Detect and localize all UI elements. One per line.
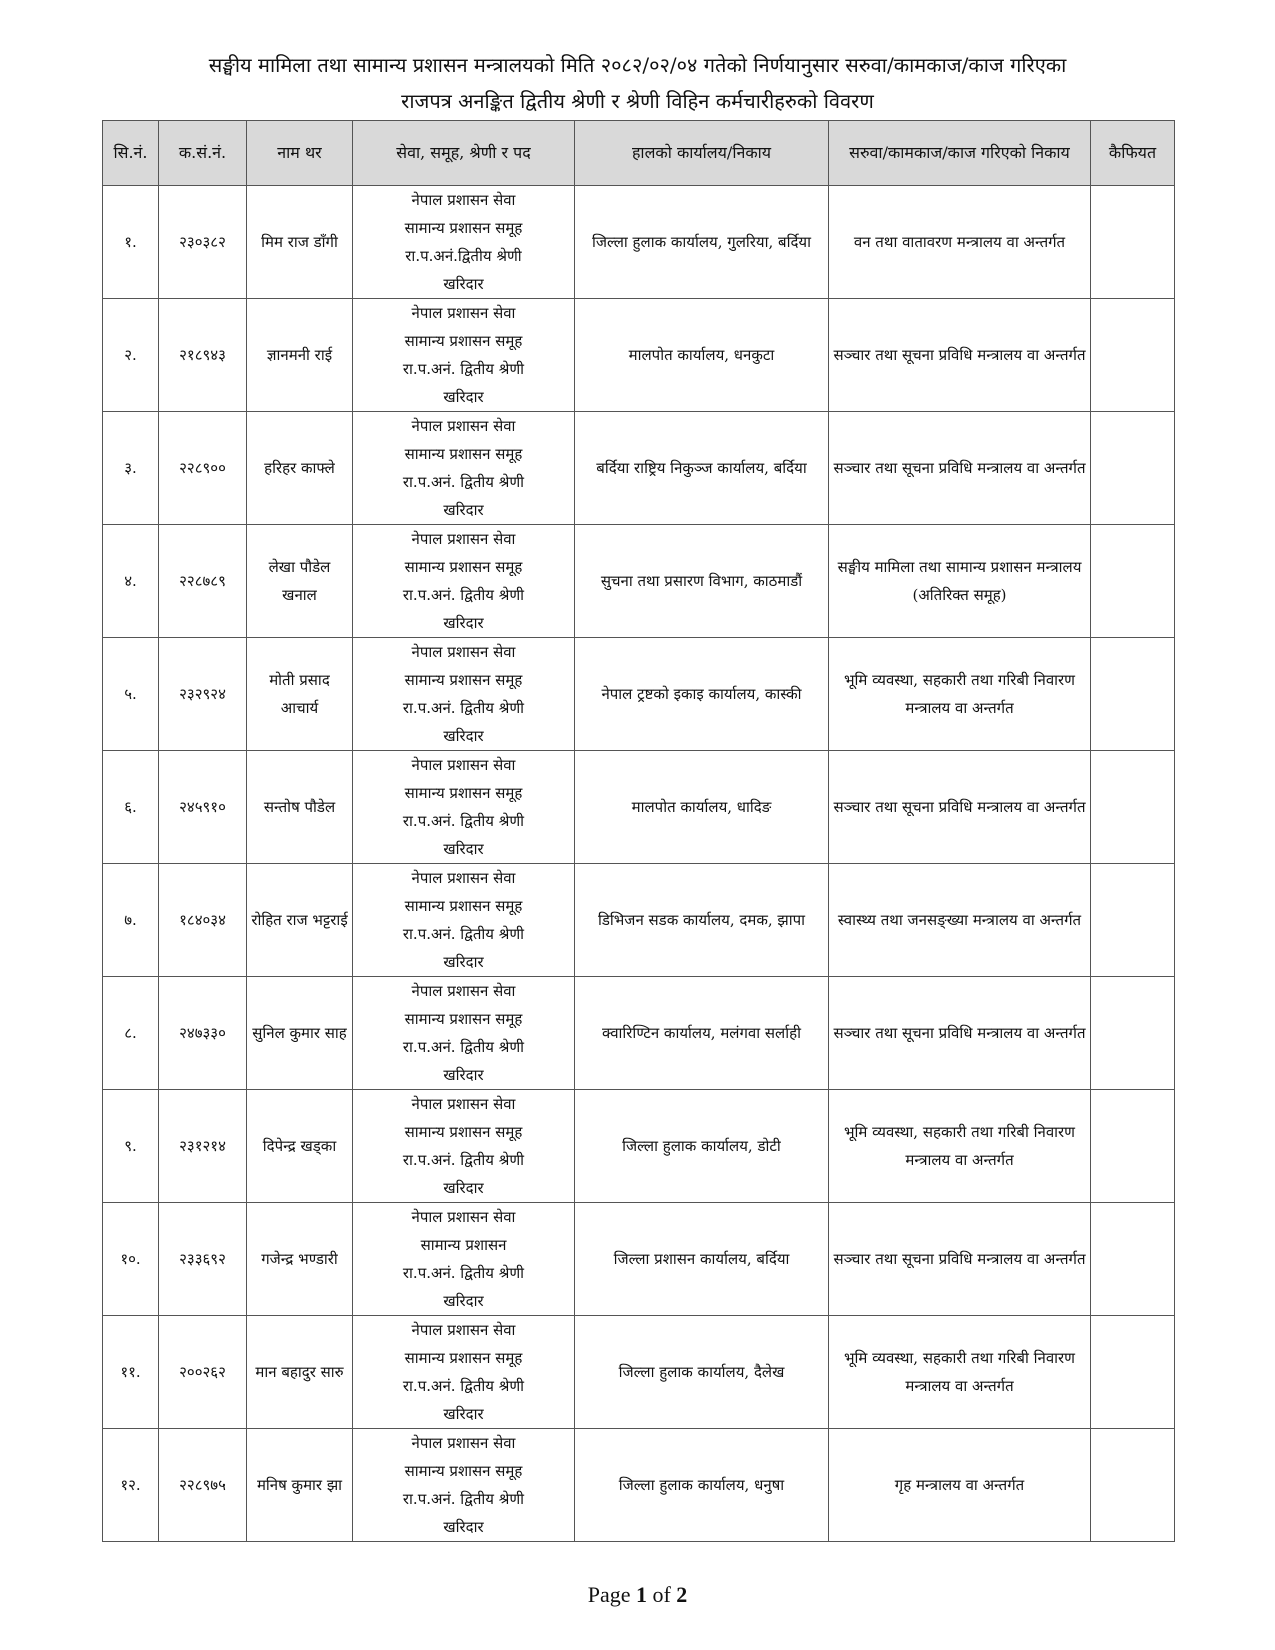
service-line: खरिदार [443, 501, 484, 519]
cell-staff-number: २३३६९२ [159, 1203, 247, 1316]
cell-remarks [1091, 1203, 1175, 1316]
cell-staff-number: १८४०३४ [159, 864, 247, 977]
cell-staff-number: २२८९७५ [159, 1429, 247, 1542]
cell-serial: १२. [103, 1429, 159, 1542]
cell-serial: ९. [103, 1090, 159, 1203]
service-line: सामान्य प्रशासन समूह [404, 558, 523, 576]
cell-serial: ७. [103, 864, 159, 977]
service-line: सामान्य प्रशासन समूह [404, 332, 523, 350]
cell-remarks [1091, 977, 1175, 1090]
table-row [103, 525, 1175, 638]
service-line: सामान्य प्रशासन समूह [404, 219, 523, 237]
service-line: सामान्य प्रशासन समूह [404, 1462, 523, 1480]
service-line: रा.प.अनं. द्वितीय श्रेणी [402, 1151, 525, 1169]
cell-service [353, 864, 575, 977]
table-row [103, 1090, 1175, 1203]
service-line: खरिदार [443, 1292, 484, 1310]
service-line: रा.प.अनं.द्वितीय श्रेणी [405, 247, 522, 265]
cell-name: लेखा पौडेल खनाल [247, 525, 353, 638]
cell-service [353, 977, 575, 1090]
service-line: रा.प.अनं. द्वितीय श्रेणी [402, 586, 525, 604]
service-line: नेपाल प्रशासन सेवा [411, 756, 516, 774]
page-footer [0, 1582, 1275, 1608]
cell-current-office: जिल्ला प्रशासन कार्यालय, बर्दिया [575, 1203, 829, 1316]
of-word: of [652, 1582, 671, 1607]
service-line: रा.प.अनं. द्वितीय श्रेणी [402, 360, 525, 378]
service-line: नेपाल प्रशासन सेवा [411, 982, 516, 1000]
cell-service [353, 751, 575, 864]
service-line: खरिदार [443, 1518, 484, 1536]
cell-serial: ४. [103, 525, 159, 638]
column-header-service: सेवा, समूह, श्रेणी र पद [353, 121, 575, 186]
cell-serial: २. [103, 299, 159, 412]
cell-name: मान बहादुर सारु [247, 1316, 353, 1429]
cell-name: मिम राज डाँगी [247, 186, 353, 299]
cell-remarks [1091, 186, 1175, 299]
cell-name: मोती प्रसाद आचार्य [247, 638, 353, 751]
cell-serial: ८. [103, 977, 159, 1090]
cell-name: मनिष कुमार झा [247, 1429, 353, 1542]
cell-current-office: जिल्ला हुलाक कार्यालय, दैलेख [575, 1316, 829, 1429]
cell-name: दिपेन्द्र खड्का [247, 1090, 353, 1203]
cell-staff-number: २००२६२ [159, 1316, 247, 1429]
cell-staff-number: २३२९२४ [159, 638, 247, 751]
service-line: खरिदार [443, 953, 484, 971]
service-line: रा.प.अनं. द्वितीय श्रेणी [402, 1038, 525, 1056]
page-word: Page [587, 1582, 631, 1607]
table-header-row [103, 121, 1175, 186]
cell-name: हरिहर काफ्ले [247, 412, 353, 525]
service-line: रा.प.अनं. द्वितीय श्रेणी [402, 699, 525, 717]
employee-transfer-table [102, 120, 1175, 1542]
table-row [103, 864, 1175, 977]
cell-service [353, 412, 575, 525]
cell-service [353, 1316, 575, 1429]
table-body [103, 186, 1175, 1542]
cell-remarks [1091, 638, 1175, 751]
service-line: नेपाल प्रशासन सेवा [411, 417, 516, 435]
service-line: नेपाल प्रशासन सेवा [411, 304, 516, 322]
cell-serial: १. [103, 186, 159, 299]
service-line: खरिदार [443, 727, 484, 745]
service-line: रा.प.अनं. द्वितीय श्रेणी [402, 1377, 525, 1395]
cell-service [353, 186, 575, 299]
cell-service [353, 525, 575, 638]
cell-staff-number: २४५९१० [159, 751, 247, 864]
service-line: सामान्य प्रशासन [420, 1236, 507, 1254]
cell-remarks [1091, 525, 1175, 638]
cell-transfer-office: सङ्घीय मामिला तथा सामान्य प्रशासन मन्त्रालय (अतिरिक्त समूह) [829, 525, 1091, 638]
column-header-serial: सि.नं. [103, 121, 159, 186]
service-line: खरिदार [443, 840, 484, 858]
service-line: नेपाल प्रशासन सेवा [411, 869, 516, 887]
cell-current-office: नेपाल ट्रष्टको इकाइ कार्यालय, कास्की [575, 638, 829, 751]
table-row [103, 1429, 1175, 1542]
service-line: नेपाल प्रशासन सेवा [411, 1208, 516, 1226]
cell-transfer-office: भूमि व्यवस्था, सहकारी तथा गरिबी निवारण मन्त्रालय वा अन्तर्गत [829, 638, 1091, 751]
total-pages-number: 2 [676, 1582, 688, 1607]
cell-service [353, 299, 575, 412]
service-line: खरिदार [443, 1405, 484, 1423]
cell-staff-number: २३०३८२ [159, 186, 247, 299]
cell-serial: ३. [103, 412, 159, 525]
service-line: रा.प.अनं. द्वितीय श्रेणी [402, 925, 525, 943]
cell-service [353, 1090, 575, 1203]
cell-remarks [1091, 1429, 1175, 1542]
cell-current-office: डिभिजन सडक कार्यालय, दमक, झापा [575, 864, 829, 977]
column-header-staff-number: क.सं.नं. [159, 121, 247, 186]
cell-transfer-office: भूमि व्यवस्था, सहकारी तथा गरिबी निवारण मन्त्रालय वा अन्तर्गत [829, 1090, 1091, 1203]
service-line: रा.प.अनं. द्वितीय श्रेणी [402, 812, 525, 830]
cell-staff-number: २३१२१४ [159, 1090, 247, 1203]
cell-serial: ५. [103, 638, 159, 751]
column-header-current-office: हालको कार्यालय/निकाय [575, 121, 829, 186]
cell-current-office: मालपोत कार्यालय, धादिङ [575, 751, 829, 864]
service-line: रा.प.अनं. द्वितीय श्रेणी [402, 1490, 525, 1508]
cell-current-office: क्वारिण्टिन कार्यालय, मलंगवा सर्लाही [575, 977, 829, 1090]
cell-transfer-office: सञ्चार तथा सूचना प्रविधि मन्त्रालय वा अन्तर्गत [829, 977, 1091, 1090]
cell-staff-number: २४७३३० [159, 977, 247, 1090]
table-row [103, 299, 1175, 412]
cell-current-office: मालपोत कार्यालय, धनकुटा [575, 299, 829, 412]
service-line: खरिदार [443, 614, 484, 632]
service-line: सामान्य प्रशासन समूह [404, 671, 523, 689]
table-row [103, 977, 1175, 1090]
column-header-transfer-office: सरुवा/कामकाज/काज गरिएको निकाय [829, 121, 1091, 186]
cell-remarks [1091, 299, 1175, 412]
cell-name: रोहित राज भट्टराई [247, 864, 353, 977]
service-line: नेपाल प्रशासन सेवा [411, 643, 516, 661]
cell-remarks [1091, 864, 1175, 977]
cell-transfer-office: सञ्चार तथा सूचना प्रविधि मन्त्रालय वा अन्तर्गत [829, 299, 1091, 412]
service-line: नेपाल प्रशासन सेवा [411, 1321, 516, 1339]
cell-current-office: जिल्ला हुलाक कार्यालय, डोटी [575, 1090, 829, 1203]
current-page-number: 1 [635, 1582, 647, 1607]
service-line: खरिदार [443, 1066, 484, 1084]
cell-remarks [1091, 751, 1175, 864]
cell-name: ज्ञानमनी राई [247, 299, 353, 412]
cell-service [353, 1203, 575, 1316]
table-row [103, 638, 1175, 751]
service-line: सामान्य प्रशासन समूह [404, 1123, 523, 1141]
service-line: सामान्य प्रशासन समूह [404, 1349, 523, 1367]
service-line: सामान्य प्रशासन समूह [404, 897, 523, 915]
table-row [103, 1203, 1175, 1316]
cell-serial: १०. [103, 1203, 159, 1316]
document-title-line-2: राजपत्र अनङ्कित द्वितीय श्रेणी र श्रेणी विहिन कर्मचारीहरुको विवरण [401, 89, 874, 113]
cell-remarks [1091, 1090, 1175, 1203]
service-line: नेपाल प्रशासन सेवा [411, 191, 516, 209]
cell-service [353, 1429, 575, 1542]
cell-staff-number: २१८९४३ [159, 299, 247, 412]
cell-transfer-office: वन तथा वातावरण मन्त्रालय वा अन्तर्गत [829, 186, 1091, 299]
cell-name: सुनिल कुमार साह [247, 977, 353, 1090]
cell-transfer-office: भूमि व्यवस्था, सहकारी तथा गरिबी निवारण मन्त्रालय वा अन्तर्गत [829, 1316, 1091, 1429]
table-row [103, 186, 1175, 299]
cell-transfer-office: सञ्चार तथा सूचना प्रविधि मन्त्रालय वा अन्तर्गत [829, 1203, 1091, 1316]
cell-transfer-office: सञ्चार तथा सूचना प्रविधि मन्त्रालय वा अन्तर्गत [829, 751, 1091, 864]
cell-remarks [1091, 1316, 1175, 1429]
cell-serial: ११. [103, 1316, 159, 1429]
column-header-remarks: कैफियत [1091, 121, 1175, 186]
service-line: रा.प.अनं. द्वितीय श्रेणी [402, 473, 525, 491]
service-line: खरिदार [443, 388, 484, 406]
table-row [103, 412, 1175, 525]
cell-staff-number: २२८९०० [159, 412, 247, 525]
cell-current-office: जिल्ला हुलाक कार्यालय, गुलरिया, बर्दिया [575, 186, 829, 299]
service-line: खरिदार [443, 1179, 484, 1197]
cell-service [353, 638, 575, 751]
service-line: सामान्य प्रशासन समूह [404, 784, 523, 802]
cell-transfer-office: स्वास्थ्य तथा जनसङ्ख्या मन्त्रालय वा अन्तर्गत [829, 864, 1091, 977]
service-line: सामान्य प्रशासन समूह [404, 445, 523, 463]
cell-current-office: सुचना तथा प्रसारण विभाग, काठमाडौं [575, 525, 829, 638]
service-line: सामान्य प्रशासन समूह [404, 1010, 523, 1028]
service-line: नेपाल प्रशासन सेवा [411, 1434, 516, 1452]
cell-current-office: जिल्ला हुलाक कार्यालय, धनुषा [575, 1429, 829, 1542]
table-row [103, 751, 1175, 864]
service-line: रा.प.अनं. द्वितीय श्रेणी [402, 1264, 525, 1282]
document-title-line-1: सङ्घीय मामिला तथा सामान्य प्रशासन मन्त्रालयको मिति २०८२/०२/०४ गतेको निर्णयानुसार सरुवा/कामकाज/काज गरिएका [208, 53, 1067, 77]
cell-transfer-office: गृह मन्त्रालय वा अन्तर्गत [829, 1429, 1091, 1542]
table-row [103, 1316, 1175, 1429]
cell-name: गजेन्द्र भण्डारी [247, 1203, 353, 1316]
cell-transfer-office: सञ्चार तथा सूचना प्रविधि मन्त्रालय वा अन्तर्गत [829, 412, 1091, 525]
cell-remarks [1091, 412, 1175, 525]
service-line: खरिदार [443, 275, 484, 293]
column-header-name: नाम थर [247, 121, 353, 186]
cell-staff-number: २२८७८९ [159, 525, 247, 638]
cell-name: सन्तोष पौडेल [247, 751, 353, 864]
cell-serial: ६. [103, 751, 159, 864]
service-line: नेपाल प्रशासन सेवा [411, 530, 516, 548]
service-line: नेपाल प्रशासन सेवा [411, 1095, 516, 1113]
cell-current-office: बर्दिया राष्ट्रिय निकुञ्ज कार्यालय, बर्दिया [575, 412, 829, 525]
